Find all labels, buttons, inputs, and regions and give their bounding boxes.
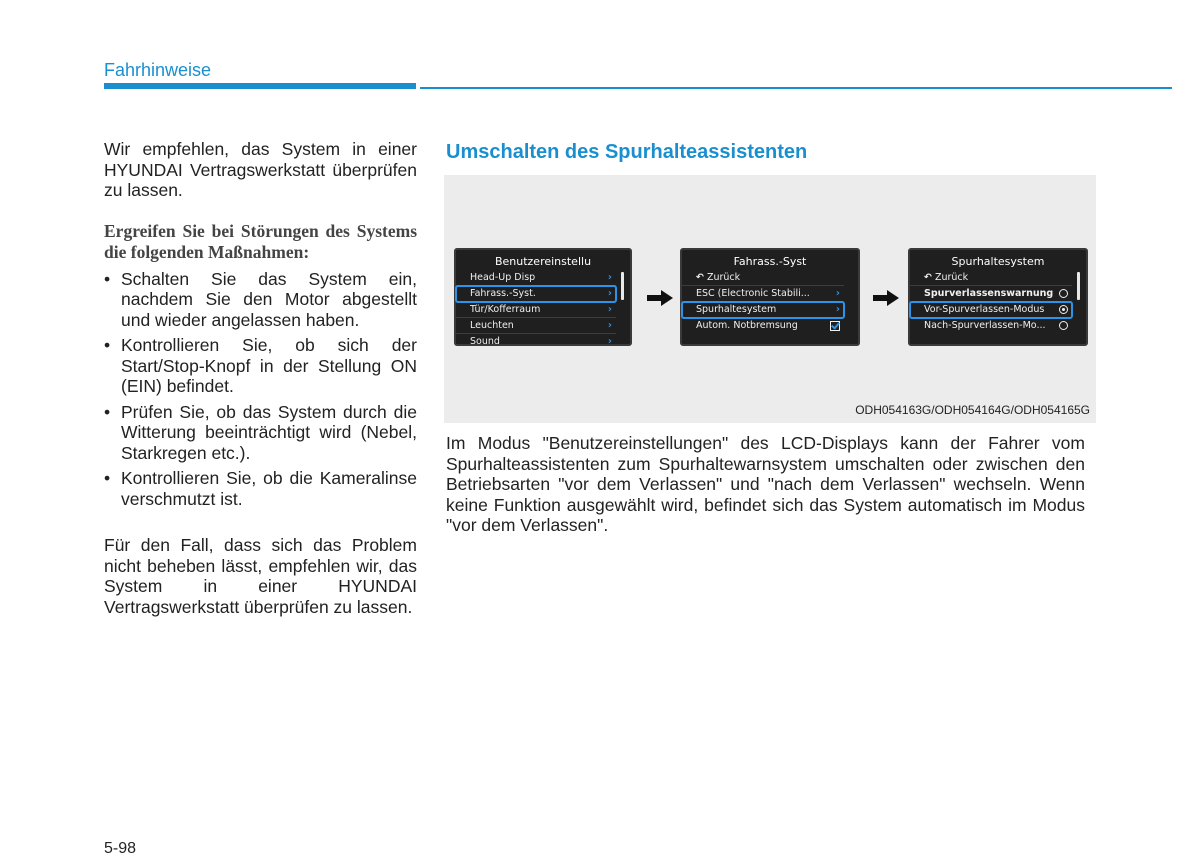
chevron-right-icon: › xyxy=(835,304,840,315)
troubleshooting-list xyxy=(104,269,417,510)
menu-item-lights: Leuchten › xyxy=(456,318,616,334)
menu-item-emergency-braking: Autom. Notbremsung xyxy=(682,318,844,333)
menu-item-driver-assistance: Fahrass.-Syst. › xyxy=(456,286,616,302)
menu-item-sound: Sound › xyxy=(470,336,612,347)
menu-item-after-departure-mode: Nach-Spurverlassen-Mo... xyxy=(910,318,1072,333)
intro-paragraph: Wir empfehlen, das System in einer HYUNDAI Vertragswerkstatt überprüfen zu lassen. xyxy=(104,139,417,200)
back-arrow-icon: ↶ xyxy=(924,272,932,283)
arrow-right-icon xyxy=(647,290,673,306)
menu-item-head-up-display: Head-Up Disp › xyxy=(456,270,616,286)
section-title: Umschalten des Spurhalteassistenten xyxy=(446,141,808,163)
lcd-screen-title: Spurhaltesystem xyxy=(951,255,1045,268)
chevron-right-icon: › xyxy=(607,336,612,347)
menu-item-door-trunk: Tür/Kofferraum › xyxy=(456,302,616,318)
radio-off-icon xyxy=(1059,321,1068,330)
menu-item-before-departure-mode: Vor-Spurverlassen-Modus xyxy=(910,302,1072,318)
back-arrow-icon: ↶ xyxy=(696,272,704,283)
chevron-right-icon: › xyxy=(607,304,612,315)
radio-on-icon xyxy=(1059,305,1068,314)
section-header: Fahrhinweise xyxy=(104,60,212,80)
page-number: 5-98 xyxy=(104,840,137,857)
arrow-right-icon xyxy=(873,290,899,306)
scrollbar-indicator xyxy=(1077,272,1080,300)
lcd-screen-title: Benutzereinstellu xyxy=(494,255,592,268)
header-rule-thick xyxy=(104,83,416,89)
chevron-right-icon: › xyxy=(835,288,840,299)
lcd-screen-title: Fahrass.-Syst xyxy=(733,255,807,268)
list-item: • Kontrollieren Sie, ob die Kameralinse verschmutzt ist. xyxy=(104,468,417,509)
closing-paragraph: Für den Fall, dass sich das Problem nicht beheben lässt, empfehlen wir, das System in einer HYUNDAI Vertragswerkstatt überprüfen zu lassen. xyxy=(104,535,417,617)
lcd-screen-lane-keeping xyxy=(908,248,1088,346)
list-item: • Prüfen Sie, ob das System durch die Witterung beeinträchtigt wird (Nebel, Starkregen etc.). xyxy=(104,402,417,464)
lcd-figure xyxy=(444,175,1096,423)
chevron-right-icon: › xyxy=(607,288,612,299)
troubleshooting-subheading: Ergreifen Sie bei Störungen des Systems die folgenden Maßnahmen: xyxy=(104,220,417,262)
menu-item-lane-keeping: Spurhaltesystem › xyxy=(682,302,844,318)
scrollbar-indicator xyxy=(621,272,624,300)
body-paragraph: Im Modus "Benutzereinstellungen" des LCD-Displays kann der Fahrer vom Spurhalteassistenten zum Spurhaltewarnsystem umschalten oder zwischen den Betriebsarten "vor dem Verlassen" und "nach dem Verlassen" wechseln. Wenn keine Funktion ausgewählt wird, befindet sich das System automatisch im Modus "vor dem Verlassen". xyxy=(446,433,1085,535)
list-item: • Kontrollieren Sie, ob sich der Start/Stop-Knopf in der Stellung ON (EIN) befindet. xyxy=(104,335,417,397)
menu-item-back: ↶ Zurück xyxy=(910,270,1072,286)
header-rule-thin xyxy=(420,87,1172,89)
list-item: • Schalten Sie das System ein, nachdem Sie den Motor abgestellt und wieder angelassen haben. xyxy=(104,269,417,331)
figure-code: ODH054163G/ODH054164G/ODH054165G xyxy=(855,403,1090,417)
chevron-right-icon: › xyxy=(607,272,612,283)
checkbox-checked-icon xyxy=(830,321,840,331)
lcd-screen-driver-assistance xyxy=(680,248,860,346)
menu-item-back: ↶ Zurück xyxy=(682,270,844,286)
left-column xyxy=(104,139,417,617)
lcd-screen-user-settings xyxy=(454,248,632,346)
menu-item-esc: ESC (Electronic Stabili... › xyxy=(682,286,844,302)
menu-item-lane-departure-warning: Spurverlassenswarnung xyxy=(910,286,1072,302)
radio-off-icon xyxy=(1059,289,1068,298)
chevron-right-icon: › xyxy=(607,320,612,331)
